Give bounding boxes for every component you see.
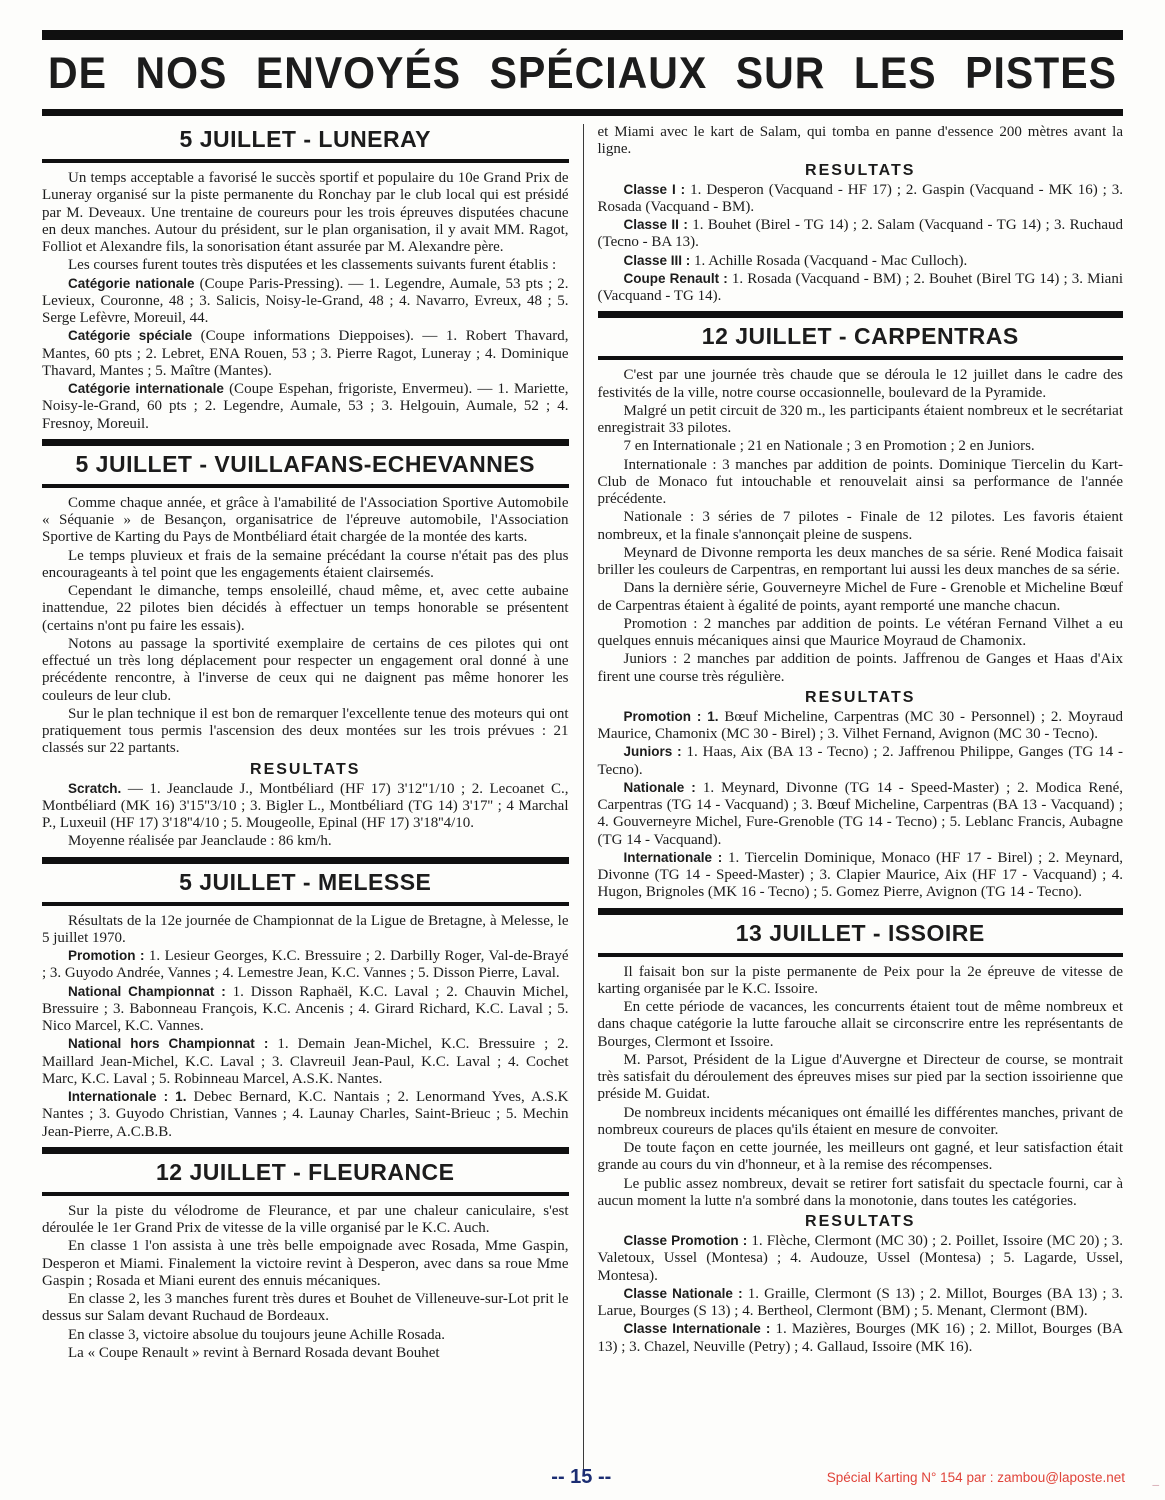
page-title-word: ENVOYÉS	[255, 48, 462, 98]
result-category-label: Classe II :	[623, 217, 688, 232]
paragraph-text: 1. Mazières, Bourges (MK 16) ; 2. Millot, Bourges (BA 13) ; 3. Chazel, Neuville (Petry) ; 4. Gallaud, Issoire (MK 16).	[597, 1321, 1123, 1355]
section-heading: 13 JUILLET - ISSOIRE	[598, 915, 1124, 957]
paragraph-text: 1. Rosada (Vacquand - BM) ; 2. Bouhet (Birel TG 14) ; 3. Miani (Vacquand - TG 14).	[597, 270, 1123, 304]
section-top-rule	[42, 1147, 569, 1154]
section-heading: 5 JUILLET - VUILLAFANS-ECHEVANNES	[42, 446, 569, 488]
paragraph-text: 1. Tiercelin Dominique, Monaco (HF 17 - Birel) ; 2. Meynard, Divonne (TG 14 - Speed-Master) ; 3. Clapier Maurice, Aix (HF 17 - Vacquand) ; 4. Hugon, Brignoles (MK 16 - Tecno) ; 5. Gomez Pierre, Avignon (TG 14 - Tecno).	[597, 849, 1123, 901]
paragraph-text: 7 en Internationale ; 21 en Nationale ; 3 en Promotion ; 2 en Juniors.	[623, 438, 1035, 455]
paragraph-text: Moyenne réalisée par Jeanclaude : 86 km/h.	[68, 833, 332, 850]
section-13-juillet-issoire	[598, 908, 1124, 1356]
paragraph	[42, 948, 569, 983]
paragraph-text: Les courses furent toutes très disputées et les classements suivants furent établis :	[68, 257, 557, 274]
paragraph	[42, 1089, 569, 1141]
section-top-rule	[598, 311, 1124, 318]
paragraph-text: (Coupe Paris-Pressing). — 1. Legendre, Aumale, 53 pts ; 2. Levieux, Couronne, 48 ; 3. Salicis, Noisy-le-Grand, 48 ; 4. Navarro, Evreux, 48 ; 5. Serge Lefèvre, Moreuil, 44.	[42, 275, 569, 326]
paragraph	[598, 1233, 1124, 1285]
paragraph	[598, 253, 1124, 270]
paragraph-text: Il faisait bon sur la piste permanente de Peix pour la 2e épreuve de vitesse de karting organisée par le K.C. Issoire.	[597, 963, 1123, 997]
section-top-rule	[42, 857, 569, 864]
paragraph-text: (Coupe informations Dieppoises). — 1. Robert Thavard, Mantes, 60 pts ; 2. Lebret, ENA Rouen, 53 ; 3. Pierre Ragot, Luneray ; 4. Dominique Thavard, Mantes ; 5. Maître (Mantes).	[42, 328, 569, 379]
section-heading: 12 JUILLET - FLEURANCE	[42, 1154, 569, 1196]
paragraph-text: Résultats de la 12e journée de Championnat de la Ligue de Bretagne, à Melesse, le 5 juillet 1970.	[42, 912, 569, 946]
paragraph-text: Sur le plan technique il est bon de remarquer l'excellente tenue des moteurs qui ont pratiquement tous permis l'ascension des deux montées sur les trois prévues : 21 classés sur 22 partants.	[42, 705, 569, 757]
paragraph	[598, 271, 1124, 306]
paragraph-text: 1. Haas, Aix (BA 13 - Tecno) ; 2. Jaffrenou Philippe, Ganges (TG 14 - Tecno).	[597, 744, 1123, 778]
result-category-label: Classe Nationale :	[623, 1285, 743, 1301]
scan-artifact-mark: _	[1152, 1472, 1159, 1487]
paragraph	[598, 964, 1124, 999]
paragraph	[42, 833, 569, 850]
page-title	[42, 37, 1123, 112]
paragraph-text: Le temps pluvieux et frais de la semaine précédant la course n'était pas des plus encourageants à tel point que les engagements étaient clairsemés.	[42, 547, 569, 581]
paragraph	[598, 780, 1124, 849]
page-title-word: DE	[48, 48, 107, 98]
paragraph-text: En classe 3, victoire absolue du toujours jeune Achille Rosada.	[68, 1326, 445, 1343]
paragraph-text: 1. Lesieur Georges, K.C. Bressuire ; 2. Darbilly Roger, Val-de-Brayé ; 3. Guyodo Andrée, Vannes ; 4. Lemestre Jean, K.C. Vannes ; 5. Disson Pierre, Laval.	[42, 948, 569, 982]
paragraph	[42, 495, 569, 547]
result-category-label: Internationale : 1.	[68, 1089, 187, 1104]
result-category-label: Juniors :	[623, 744, 682, 760]
paragraph-text: La « Coupe Renault » revint à Bernard Rosada devant Bouhet	[68, 1344, 440, 1361]
result-category-label: Catégorie nationale	[68, 275, 195, 291]
paragraph	[598, 709, 1124, 744]
results-subhead: RESULTATS	[805, 161, 916, 179]
page-title-word: SPÉCIAUX	[489, 48, 708, 98]
paragraph-text: 1. Achille Rosada (Vacquand - Mac Culloch).	[694, 252, 968, 269]
page-number: -- 15 --	[551, 1466, 612, 1488]
section-top-rule	[598, 908, 1124, 915]
page-header	[42, 30, 1123, 116]
section-heading: 5 JUILLET - MELESSE	[42, 864, 569, 906]
paragraph	[598, 457, 1124, 509]
paragraph	[42, 913, 569, 948]
paragraph-text: Promotion : 2 manches par addition de points. Le vétéran Fernand Vilhet a eu quelques ennuis mécaniques ainsi que Maurice Moyraud de Chamonix.	[597, 615, 1123, 649]
paragraph	[598, 403, 1124, 438]
results-subhead: RESULTATS	[805, 1213, 916, 1230]
column-left	[42, 124, 583, 1476]
paragraph-text: 1. Desperon (Vacquand - HF 17) ; 2. Gaspin (Vacquand - MK 16) ; 3. Rosada (Vacquand - BM).	[597, 181, 1123, 215]
paragraph-text: 1. Flèche, Clermont (MC 30) ; 2. Poillet, Issoire (MC 20) ; 3. Valetoux, Ussel (Montesa) ; 4. Audouze, Ussel (Montesa) ; 5. Lagarde, Ussel, Montesa).	[597, 1233, 1123, 1284]
paragraph	[598, 438, 1124, 455]
paragraph-text: et Miami avec le kart de Salam, qui tomba en panne d'essence 200 mètres avant la ligne.	[597, 124, 1123, 158]
paragraph-text: 1. Demain Jean-Michel, K.C. Bressuire ; 2. Maillard Jean-Michel, K.C. Laval ; 3. Clavreuil Jean-Paul, K.C. Laval ; 4. Cochet Marc, K.C. Laval ; 5. Robinneau Marcel, A.S.K. Nantes.	[42, 1036, 569, 1087]
paragraph-text: Malgré un petit circuit de 320 m., les participants étaient nombreux et le secrétariat enregistrait 33 pilotes.	[597, 402, 1123, 436]
paragraph-text: 1. Bouhet (Birel - TG 14) ; 2. Salam (Vacquand - TG 14) ; 3. Ruchaud (Tecno - BA 13).	[597, 217, 1123, 251]
paragraph-text: De toute façon en cette journée, les meilleurs ont gagné, et leur satisfaction était grande au cours du vin d'honneur, et à la remise des récompenses.	[597, 1140, 1123, 1174]
paragraph	[598, 124, 1124, 159]
paragraph	[42, 257, 569, 274]
paragraph	[598, 744, 1124, 779]
section-5-juillet-melesse	[42, 857, 569, 1141]
paragraph-text: En classe 1 l'on assista à une très belle empoignade avec Rosada, Mme Gaspin, Desperon et Miami. Finalement la victoire revint à Desperon, avec dans sa roue Mme Gaspin ; Rosada et Miani eurent des ennuis mécaniques.	[42, 1238, 569, 1289]
paragraph-text: 1. Disson Raphaël, K.C. Laval ; 2. Chauvin Michel, Bressuire ; 3. Babonneau François, K.C. Ancenis ; 4. Girard Richard, K.C. Laval ; 5. Nico Marcel, K.C. Vannes.	[42, 983, 569, 1034]
paragraph	[598, 850, 1124, 902]
paragraph	[42, 1345, 569, 1362]
paragraph-text: Juniors : 2 manches par addition de points. Jaffrenou de Ganges et Haas d'Aix firent une course très régulière.	[597, 651, 1123, 685]
paragraph	[598, 217, 1124, 252]
paragraph	[42, 636, 569, 705]
paragraph	[42, 276, 569, 328]
page-footer	[0, 1466, 1165, 1492]
paragraph-text: — 1. Jeanclaude J., Montbéliard (HF 17) 3'12''1/10 ; 2. Lecoanet C., Montbéliard (MK 16) 3'15''3/10 ; 3. Bigler L., Montbéliard (TG 14) 3'17'' ; 4 Marchal P., Luxeuil (HF 17) 3'18''4/10 ; 5. Mougeolle, Epinal (HF 17) 3'18''4/10.	[42, 780, 569, 831]
paragraph	[42, 583, 569, 635]
paragraph-text: C'est par une journée très chaude que se déroula le 12 juillet dans le cadre des festivités de la ville, notre course occasionnelle, boulevard de la Pyramide.	[597, 367, 1123, 401]
section-12-juillet-fleurance	[42, 1147, 569, 1362]
column-right	[583, 124, 1124, 1476]
paragraph-text: En cette période de vacances, les concurrents étaient tout de même nombreux et dans chaque catégorie la lutte farouche allait se circonscrire entre les représentants de Bourges, Clermont et Issoire.	[597, 999, 1123, 1050]
paragraph	[598, 1052, 1124, 1104]
paragraph	[42, 170, 569, 256]
paragraph-text: Le public assez nombreux, devait se retirer fort satisfait du spectacle fourni, car à aucun moment la lutte n'a sombré dans la monotonie, dans toutes les catégories.	[597, 1175, 1123, 1209]
paragraph	[598, 1105, 1124, 1140]
section-heading: 5 JUILLET - LUNERAY	[42, 124, 569, 163]
paragraph-text: De nombreux incidents mécaniques ont émaillé les différentes manches, privant de nombreux coureurs de places qu'ils étaient en mesure de convoiter.	[597, 1104, 1123, 1138]
paragraph	[598, 999, 1124, 1051]
paragraph	[42, 781, 569, 833]
section-5-juillet-luneray	[42, 124, 569, 433]
paragraph-text: Debec Bernard, K.C. Nantais ; 2. Lenormand Yves, A.S.K Nantes ; 3. Guyodo Christian, Vannes ; 4. Launay Charles, Saint-Brieuc ; 5. Mechin Jean-Pierre, A.C.B.B.	[42, 1089, 569, 1140]
page-title-word: SUR	[735, 48, 826, 98]
paragraph	[42, 706, 569, 758]
issue-credit: Spécial Karting N° 154 par : zambou@laposte.net	[826, 1470, 1125, 1485]
paragraph	[42, 548, 569, 583]
section-right-continuation	[598, 124, 1124, 305]
paragraph-text: Cependant le dimanche, temps ensoleillé, chaud même, et, avec cette aubaine inattendue, 22 pilotes bien décidés à effectuer un temps honorable se présentent (certains n'ont pu faire les essais).	[42, 583, 569, 634]
result-category-label: Nationale :	[623, 779, 696, 795]
paragraph-text: (Coupe Espehan, frigoriste, Envermeu). — 1. Mariette, Noisy-le-Grand, 60 pts ; 2. Legendre, Aumale, 53 ; 3. Helgouin, Aumale, 52 ; 4. Fresnoy, Moreuil.	[42, 381, 569, 432]
paragraph-text: Comme chaque année, et grâce à l'amabilité de l'Association Sportive Automobile « Séquanie » de Besançon, organisatrice de l'épreuve automobile, l'Association Sportive de Karting du Pays de Montbéliard était chargée de la montée des karts.	[42, 494, 569, 546]
paragraph	[42, 1203, 569, 1238]
paragraph-text: Bœuf Micheline, Carpentras (MC 30 - Personnel) ; 2. Moyraud Maurice, Chamonix (MC 30 - Birel) ; 3. Vilhet Fernand, Avignon (MC 30 - Tecno).	[597, 708, 1123, 742]
paragraph	[598, 367, 1124, 402]
paragraph-text: Meynard de Divonne remporta les deux manches de sa série. René Modica faisait briller les couleurs de Carpentras, en remportant lui aussi les deux manches de sa série.	[597, 544, 1123, 578]
result-category-label: National hors Championnat :	[68, 1036, 269, 1052]
result-category-label: Catégorie spéciale	[68, 328, 193, 344]
result-category-label: Classe I :	[623, 181, 686, 197]
result-category-label: Internationale :	[623, 849, 723, 865]
result-category-label: Classe Internationale :	[623, 1321, 771, 1337]
paragraph	[42, 1327, 569, 1344]
paragraph	[598, 545, 1124, 580]
paragraph	[42, 1036, 569, 1088]
paragraph	[598, 1176, 1124, 1211]
result-category-label: Scratch.	[68, 780, 122, 796]
paragraph-text: 1. Meynard, Divonne (TG 14 - Speed-Master) ; 2. Modica René, Carpentras (TG 14 - Vacquand) ; 3. Bœuf Micheline, Carpentras (BA 13 - Vacquand) ; 4. Gouverneyre Michel, Fure-Grenoble (TG 14 - Tecno) ; 5. Leblanc Francis, Aubagne (TG 14 - Vacquand).	[597, 779, 1123, 848]
paragraph-text: Internationale : 3 manches par addition de points. Dominique Tiercelin du Kart-Club de Monaco fut intouchable et renouvelait ainsi sa performance de l'année précédente.	[597, 456, 1123, 507]
section-5-juillet-vuillafans-echevannes	[42, 439, 569, 851]
paragraph	[598, 616, 1124, 651]
paragraph	[42, 381, 569, 433]
paragraph-text: Notons au passage la sportivité exemplaire de certains de ces pilotes qui ont effectué un très long déplacement pour respecter un engagement oral donné à une précédente rencontre, à l'inverse de ceux qui ne daignent pas même honorer les couleurs de leur club.	[42, 635, 569, 704]
result-category-label: Classe III :	[623, 252, 691, 268]
paragraph-text: 1. Graille, Clermont (S 13) ; 2. Millot, Bourges (BA 13) ; 3. Larue, Bourges (S 13) ; 4. Bertheol, Clermont (BM) ; 5. Menant, Clermont (BM).	[597, 1285, 1123, 1319]
paragraph	[42, 1238, 569, 1290]
results-subhead: RESULTATS	[250, 760, 361, 778]
section-heading: 12 JUILLET - CARPENTRAS	[598, 318, 1124, 360]
paragraph	[598, 1286, 1124, 1321]
page-title-word: PISTES	[965, 48, 1117, 98]
paragraph-text: Sur la piste du vélodrome de Fleurance, et par une chaleur caniculaire, s'est déroulée le 1er Grand Prix de vitesse de la ville organisé par le K.C. Auch.	[42, 1202, 569, 1236]
section-top-rule	[42, 439, 569, 446]
paragraph	[42, 984, 569, 1036]
paragraph	[42, 328, 569, 380]
paragraph	[598, 1321, 1124, 1356]
article-columns	[42, 124, 1123, 1476]
result-category-label: Coupe Renault :	[623, 270, 728, 286]
section-12-juillet-carpentras	[598, 311, 1124, 901]
paragraph-text: En classe 2, les 3 manches furent très dures et Bouhet de Villeneuve-sur-Lot prit le dessus sur Salam devant Ruchaud de Bordeaux.	[42, 1291, 569, 1325]
paragraph	[598, 1140, 1124, 1175]
paragraph-text: Un temps acceptable a favorisé le succès sportif et populaire du 10e Grand Prix de Luneray organisé sur la piste permanente du Ronchay par le club local qui est présidé par M. Deveaux. Une trentaine de coureurs pour les trois épreuves disputées chacune en deux manches. Autour du président, sur le plan organisation, il y avait MM. Ragot, Folliot et Alexandre fils, la sonorisation étant assurée par M. Alexandre père.	[42, 170, 569, 255]
paragraph-text: Nationale : 3 séries de 7 pilotes - Finale de 12 pilotes. Les favoris étaient nombreux, et la finale s'annonçait pleine de suspens.	[597, 509, 1123, 543]
page-title-word: NOS	[135, 48, 228, 98]
result-category-label: Catégorie internationale	[68, 381, 224, 396]
paragraph	[598, 651, 1124, 686]
paragraph-text: M. Parsot, Président de la Ligue d'Auvergne et Directeur de course, se montrait très satisfait du déroulement des épreuves mises sur pied par la section issoirienne que préside M. Guidat.	[597, 1051, 1123, 1103]
paragraph	[598, 182, 1124, 217]
paragraph	[598, 580, 1124, 615]
page-title-word: LES	[853, 48, 937, 98]
paragraph	[598, 509, 1124, 544]
paragraph	[42, 1291, 569, 1326]
result-category-label: Promotion : 1.	[623, 708, 719, 724]
result-category-label: National Championnat :	[68, 983, 226, 999]
paragraph-text: Dans la dernière série, Gouverneyre Michel de Fure - Grenoble et Micheline Bœuf de Carpentras étaient à égalité de points, ayant remporté une manche chacun.	[597, 580, 1123, 614]
results-subhead: RESULTATS	[805, 688, 916, 706]
result-category-label: Classe Promotion :	[623, 1233, 748, 1248]
result-category-label: Promotion :	[68, 948, 145, 963]
